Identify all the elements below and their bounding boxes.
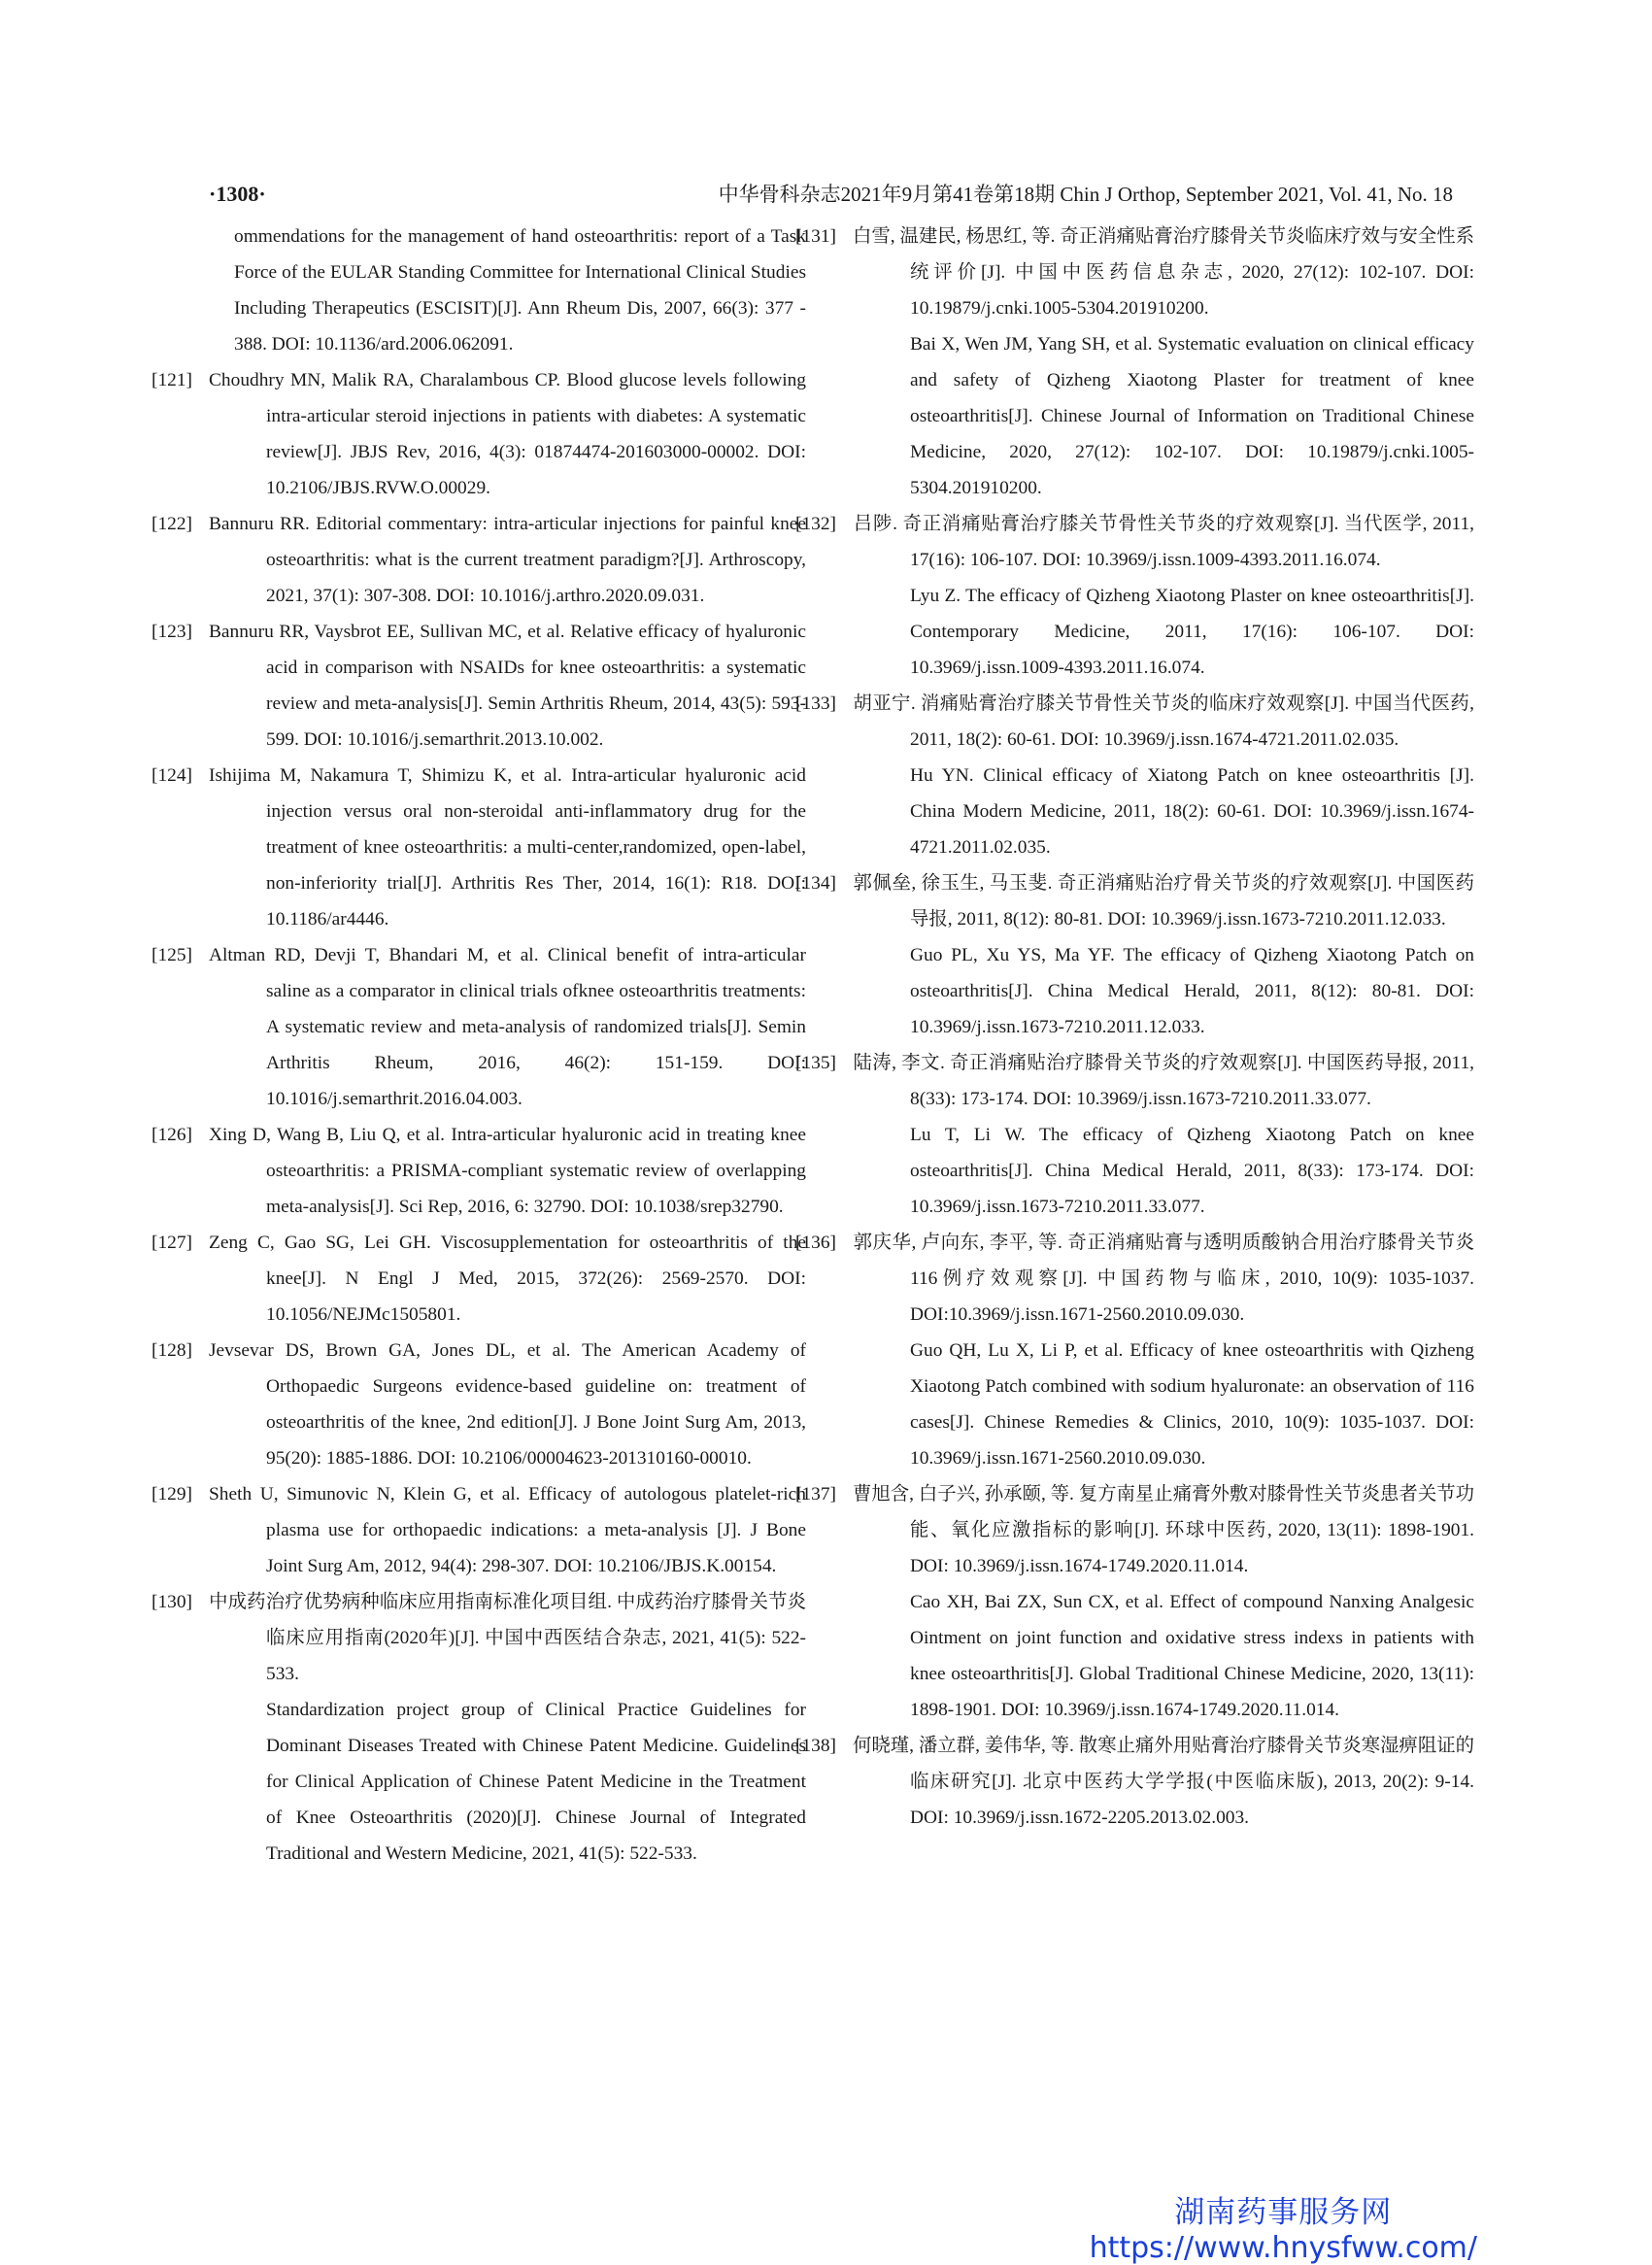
right-column [795, 219, 1474, 1836]
reference-122: [122] Bannuru RR. Editorial commentary: intra-articular injections for painful knee osteoarthritis: what is the current treatment paradigm?[J]. Arthroscopy, 2021, 37(1): 307-308. DOI: 10.1016/j.arthro.2020.09.031. [152, 514, 806, 606]
reference-130-english: Standardization project group of Clinical Practice Guidelines for Dominant Diseases Treated with Chinese Patent Medicine. Guidelines for Clinical Application of Chinese Patent Medicine in the Treatment of Knee Osteoarthritis (2020)[J]. Chinese Journal of Integrated Traditional and Western Medicine, 2021, 41(5): 522-533. [266, 1700, 806, 1864]
reference-132-english: Lyu Z. The efficacy of Qizheng Xiaotong Plaster on knee osteoarthritis[J]. Contemporary Medicine, 2011, 17(16): 106-107. DOI: 10.3969/j.issn.1009-4393.2011.16.074. [910, 586, 1474, 678]
reference-text: Xing D, Wang B, Liu Q, et al. Intra-articular hyaluronic acid in treating knee osteoarthritis: a PRISMA-compliant systematic review of overlapping meta-analysis[J]. Sci Rep, 2016, 6: 32790. DOI: 10.1038/srep32790. [209, 1125, 806, 1217]
reference-text: 中成药治疗优势病种临床应用指南标准化项目组. 中成药治疗膝骨关节炎临床应用指南(2020年)[J]. 中国中西医结合杂志, 2021, 41(5): 522-533. [209, 1592, 806, 1684]
reference-136-english: Guo QH, Lu X, Li P, et al. Efficacy of knee osteoarthritis with Qizheng Xiaotong Patch combined with sodium hyaluronate: an observation of 116 cases[J]. Chinese Remedies & Clinics, 2010, 10(9): 1035-1037. DOI: 10.3969/j.issn.1671-2560.2010.09.030. [910, 1340, 1474, 1469]
reference-135-english: Lu T, Li W. The efficacy of Qizheng Xiaotong Patch on knee osteoarthritis[J]. China Medical Herald, 2011, 8(33): 173-174. DOI: 10.3969/j.issn.1673-7210.2011.33.077. [910, 1125, 1474, 1217]
reference-133: [133] 胡亚宁. 消痛贴膏治疗膝关节骨性关节炎的临床疗效观察[J]. 中国当代医药, 2011, 18(2): 60-61. DOI: 10.3969/j.issn.1674-4721.2011.02.035. [795, 693, 1474, 750]
site-watermark [1090, 2187, 1477, 2265]
reference-text: 陆涛, 李文. 奇正消痛贴治疗膝骨关节炎的疗效观察[J]. 中国医药导报, 2011, 8(33): 173-174. DOI: 10.3969/j.issn.1673-7210.2011.33.077. [853, 1053, 1474, 1109]
reference-127: [127] Zeng C, Gao SG, Lei GH. Viscosupplementation for osteoarthritis of the knee[J]. N Engl J Med, 2015, 372(26): 2569-2570. DOI: 10.1056/NEJMc1505801. [152, 1233, 806, 1325]
reference-text: 白雪, 温建民, 杨思红, 等. 奇正消痛贴膏治疗膝骨关节炎临床疗效与安全性系统评价[J]. 中国中医药信息杂志, 2020, 27(12): 102-107. DOI: 10.19879/j.cnki.1005-5304.201910200. [853, 226, 1474, 319]
reference-text: 胡亚宁. 消痛贴膏治疗膝关节骨性关节炎的临床疗效观察[J]. 中国当代医药, 2011, 18(2): 60-61. DOI: 10.3969/j.issn.1674-4721.2011.02.035. [853, 693, 1474, 750]
reference-text: ommendations for the management of hand osteoarthritis: report of a Task Force of the EULAR Standing Committee for International Clinical Studies Including Therapeutics (ESCISIT)[J]. Ann Rheum Dis, 2007, 66(3): 377 - 388. DOI: 10.1136/ard.2006.062091. [234, 226, 806, 355]
reference-text: 何晓瑾, 潘立群, 姜伟华, 等. 散寒止痛外用贴膏治疗膝骨关节炎寒湿痹阻证的临床研究[J]. 北京中医药大学学报(中医临床版), 2013, 20(2): 9-14. DOI: 10.3969/j.issn.1672-2205.2013.02.003. [853, 1736, 1474, 1828]
reference-131-english: Bai X, Wen JM, Yang SH, et al. Systematic evaluation on clinical efficacy and safety of Qizheng Xiaotong Plaster for treatment of knee osteoarthritis[J]. Chinese Journal of Information on Traditional Chinese Medicine, 2020, 27(12): 102-107. DOI: 10.19879/j.cnki.1005-5304.201910200. [910, 334, 1474, 498]
reference-123: [123] Bannuru RR, Vaysbrot EE, Sullivan MC, et al. Relative efficacy of hyaluronic acid in comparison with NSAIDs for knee osteoarthritis: a systematic review and meta-analysis[J]. Semin Arthritis Rheum, 2014, 43(5): 593-599. DOI: 10.1016/j.semarthrit.2013.10.002. [152, 622, 806, 750]
reference-138: [138] 何晓瑾, 潘立群, 姜伟华, 等. 散寒止痛外用贴膏治疗膝骨关节炎寒湿痹阻证的临床研究[J]. 北京中医药大学学报(中医临床版), 2013, 20(2): 9-14. DOI: 10.3969/j.issn.1672-2205.2013.02.003. [795, 1736, 1474, 1828]
reference-text: 郭庆华, 卢向东, 李平, 等. 奇正消痛贴膏与透明质酸钠合用治疗膝骨关节炎116例疗效观察[J]. 中国药物与临床, 2010, 10(9): 1035-1037. DOI:10.3969/j.issn.1671-2560.2010.09.030. [853, 1233, 1474, 1325]
reference-136: [136] 郭庆华, 卢向东, 李平, 等. 奇正消痛贴膏与透明质酸钠合用治疗膝骨关节炎116例疗效观察[J]. 中国药物与临床, 2010, 10(9): 1035-1037. DOI:10.3969/j.issn.1671-2560.2010.09.030. [795, 1233, 1474, 1325]
reference-text: Sheth U, Simunovic N, Klein G, et al. Efficacy of autologous platelet-rich plasma use for orthopaedic indications: a meta-analysis [J]. J Bone Joint Surg Am, 2012, 94(4): 298-307. DOI: 10.2106/JBJS.K.00154. [209, 1484, 806, 1576]
reference-135: [135] 陆涛, 李文. 奇正消痛贴治疗膝骨关节炎的疗效观察[J]. 中国医药导报, 2011, 8(33): 173-174. DOI: 10.3969/j.issn.1673-7210.2011.33.077. [795, 1053, 1474, 1109]
reference-137-english: Cao XH, Bai ZX, Sun CX, et al. Effect of compound Nanxing Analgesic Ointment on joint function and oxidative stress indexs in patients with knee osteoarthritis[J]. Global Traditional Chinese Medicine, 2020, 13(11): 1898-1901. DOI: 10.3969/j.issn.1674-1749.2020.11.014. [910, 1592, 1474, 1720]
reference-128: [128] Jevsevar DS, Brown GA, Jones DL, et al. The American Academy of Orthopaedic Surgeons evidence-based guideline on: treatment of osteoarthritis of the knee, 2nd edition[J]. J Bone Joint Surg Am, 2013, 95(20): 1885-1886. DOI: 10.2106/00004623-201310160-00010. [152, 1340, 806, 1469]
reference-137: [137] 曹旭含, 白子兴, 孙承颐, 等. 复方南星止痛膏外敷对膝骨性关节炎患者关节功能、氧化应激指标的影响[J]. 环球中医药, 2020, 13(11): 1898-1901. DOI: 10.3969/j.issn.1674-1749.2020.11.014. [795, 1484, 1474, 1576]
reference-text: Ishijima M, Nakamura T, Shimizu K, et al. Intra-articular hyaluronic acid injection versus oral non-steroidal anti-inflammatory drug for the treatment of knee osteoarthritis: a multi-center,randomized, open-label, non-inferiority trial[J]. Arthritis Res Ther, 2014, 16(1): R18. DOI: 10.1186/ar4446. [209, 765, 806, 930]
journal-citation-line: 中华骨科杂志2021年9月第41卷第18期 Chin J Orthop, September 2021, Vol. 41, No. 18 [718, 183, 1453, 206]
reference-133-english: Hu YN. Clinical efficacy of Xiatong Patch on knee osteoarthritis [J]. China Modern Medicine, 2011, 18(2): 60-61. DOI: 10.3969/j.issn.1674-4721.2011.02.035. [910, 765, 1474, 858]
reference-132: [132] 吕陟. 奇正消痛贴膏治疗膝关节骨性关节炎的疗效观察[J]. 当代医学, 2011, 17(16): 106-107. DOI: 10.3969/j.issn.1009-4393.2011.16.074. [795, 514, 1474, 570]
reference-text: Zeng C, Gao SG, Lei GH. Viscosupplementation for osteoarthritis of the knee[J]. N Engl J Med, 2015, 372(26): 2569-2570. DOI: 10.1056/NEJMc1505801. [209, 1233, 806, 1325]
reference-134-english: Guo PL, Xu YS, Ma YF. The efficacy of Qizheng Xiaotong Patch on osteoarthritis[J]. China Medical Herald, 2011, 8(12): 80-81. DOI: 10.3969/j.issn.1673-7210.2011.12.033. [910, 945, 1474, 1037]
reference-text: 曹旭含, 白子兴, 孙承颐, 等. 复方南星止痛膏外敷对膝骨性关节炎患者关节功能、氧化应激指标的影响[J]. 环球中医药, 2020, 13(11): 1898-1901. DOI: 10.3969/j.issn.1674-1749.2020.11.014. [853, 1484, 1474, 1576]
reference-121: [121] Choudhry MN, Malik RA, Charalambous CP. Blood glucose levels following intra-articular steroid injections in patients with diabetes: A systematic review[J]. JBJS Rev, 2016, 4(3): 01874474-201603000-00002. DOI: 10.2106/JBJS.RVW.O.00029. [152, 370, 806, 498]
reference-124: [124] Ishijima M, Nakamura T, Shimizu K, et al. Intra-articular hyaluronic acid injection versus oral non-steroidal anti-inflammatory drug for the treatment of knee osteoarthritis: a multi-center,randomized, open-label, non-inferiority trial[J]. Arthritis Res Ther, 2014, 16(1): R18. DOI: 10.1186/ar4446. [152, 765, 806, 930]
reference-text: Bannuru RR, Vaysbrot EE, Sullivan MC, et al. Relative efficacy of hyaluronic acid in comparison with NSAIDs for knee osteoarthritis: a systematic review and meta-analysis[J]. Semin Arthritis Rheum, 2014, 43(5): 593-599. DOI: 10.1016/j.semarthrit.2013.10.002. [209, 622, 806, 750]
reference-125: [125] Altman RD, Devji T, Bhandari M, et al. Clinical benefit of intra-articular saline as a comparator in clinical trials ofknee osteoarthritis treatments: A systematic review and meta-analysis of randomized trials[J]. Semin Arthritis Rheum, 2016, 46(2): 151-159. DOI: 10.1016/j.semarthrit.2016.04.003. [152, 945, 806, 1109]
reference-126: [126] Xing D, Wang B, Liu Q, et al. Intra-articular hyaluronic acid in treating knee osteoarthritis: a PRISMA-compliant systematic review of overlapping meta-analysis[J]. Sci Rep, 2016, 6: 32790. DOI: 10.1038/srep32790. [152, 1125, 806, 1217]
watermark-site-name: 湖南药事服务网 [1174, 2195, 1393, 2230]
reference-130: [130] 中成药治疗优势病种临床应用指南标准化项目组. 中成药治疗膝骨关节炎临床应用指南(2020年)[J]. 中国中西医结合杂志, 2021, 41(5): 522-533. [152, 1592, 806, 1684]
reference-131: [131] 白雪, 温建民, 杨思红, 等. 奇正消痛贴膏治疗膝骨关节炎临床疗效与安全性系统评价[J]. 中国中医药信息杂志, 2020, 27(12): 102-107. DOI: 10.19879/j.cnki.1005-5304.201910200. [795, 226, 1474, 319]
reference-text: Jevsevar DS, Brown GA, Jones DL, et al. The American Academy of Orthopaedic Surgeons evidence-based guideline on: treatment of osteoarthritis of the knee, 2nd edition[J]. J Bone Joint Surg Am, 2013, 95(20): 1885-1886. DOI: 10.2106/00004623-201310160-00010. [209, 1340, 806, 1469]
left-column [152, 219, 806, 1872]
reference-134: [134] 郭佩垒, 徐玉生, 马玉斐. 奇正消痛贴治疗骨关节炎的疗效观察[J]. 中国医药导报, 2011, 8(12): 80-81. DOI: 10.3969/j.issn.1673-7210.2011.12.033. [795, 873, 1474, 930]
reference-text: Choudhry MN, Malik RA, Charalambous CP. Blood glucose levels following intra-articular steroid injections in patients with diabetes: A systematic review[J]. JBJS Rev, 2016, 4(3): 01874474-201603000-00002. DOI: 10.2106/JBJS.RVW.O.00029. [209, 370, 806, 498]
reference-text: 吕陟. 奇正消痛贴膏治疗膝关节骨性关节炎的疗效观察[J]. 当代医学, 2011, 17(16): 106-107. DOI: 10.3969/j.issn.1009-4393.2011.16.074. [853, 514, 1474, 570]
page-number: ·1308· [209, 182, 266, 206]
reference-text: Altman RD, Devji T, Bhandari M, et al. Clinical benefit of intra-articular saline as a comparator in clinical trials ofknee osteoarthritis treatments: A systematic review and meta-analysis of randomized trials[J]. Semin Arthritis Rheum, 2016, 46(2): 151-159. DOI: 10.1016/j.semarthrit.2016.04.003. [209, 945, 806, 1109]
reference-text: 郭佩垒, 徐玉生, 马玉斐. 奇正消痛贴治疗骨关节炎的疗效观察[J]. 中国医药导报, 2011, 8(12): 80-81. DOI: 10.3969/j.issn.1673-7210.2011.12.033. [853, 873, 1474, 930]
watermark-url: https://www.hnysfww.com/ [1089, 2231, 1477, 2265]
reference-continued [209, 219, 806, 362]
reference-129: [129] Sheth U, Simunovic N, Klein G, et al. Efficacy of autologous platelet-rich plasma use for orthopaedic indications: a meta-analysis [J]. J Bone Joint Surg Am, 2012, 94(4): 298-307. DOI: 10.2106/JBJS.K.00154. [152, 1484, 806, 1576]
running-header [209, 179, 1453, 214]
reference-text: Bannuru RR. Editorial commentary: intra-articular injections for painful knee osteoarthritis: what is the current treatment paradigm?[J]. Arthroscopy, 2021, 37(1): 307-308. DOI: 10.1016/j.arthro.2020.09.031. [209, 514, 806, 606]
